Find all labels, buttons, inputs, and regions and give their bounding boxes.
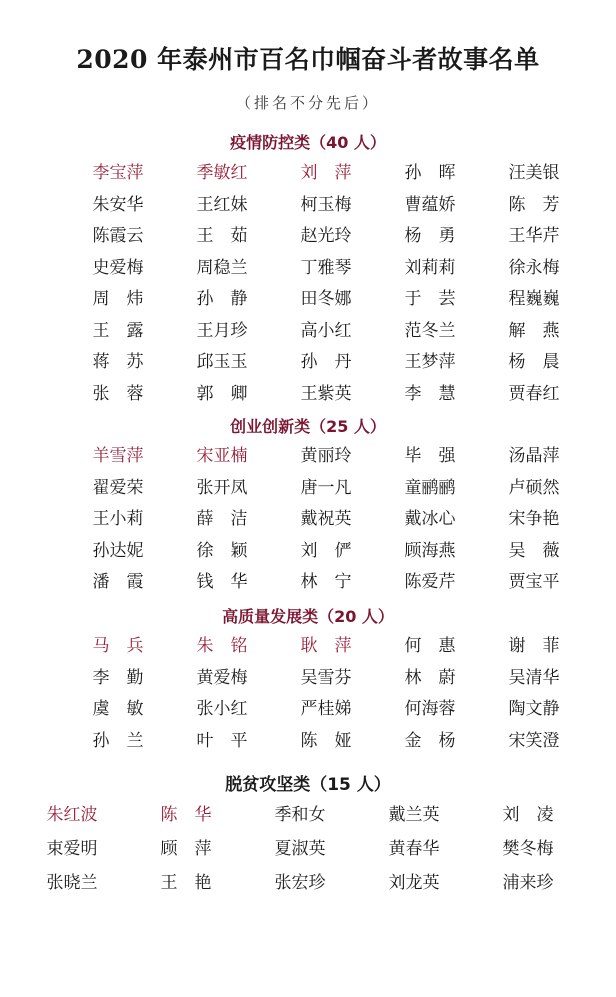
person-name: 孙达妮 bbox=[92, 540, 144, 561]
name-row bbox=[0, 347, 616, 377]
person-name: 邱玉玉 bbox=[196, 352, 248, 372]
person-name: 束爱明 bbox=[46, 839, 98, 859]
category-heading: 创业创新类（25 人） bbox=[230, 417, 386, 436]
person-name: 蒋 苏 bbox=[92, 352, 144, 372]
name-row bbox=[0, 868, 616, 898]
person-name: 孙 兰 bbox=[92, 730, 144, 751]
person-name: 戴兰英 bbox=[388, 805, 440, 825]
name-row bbox=[0, 221, 616, 251]
name-row bbox=[0, 800, 616, 830]
name-row bbox=[0, 726, 616, 756]
person-name: 夏淑英 bbox=[274, 839, 326, 859]
person-name: 何海蓉 bbox=[404, 699, 456, 719]
person-name: 黄爱梅 bbox=[196, 667, 248, 688]
person-name: 李 慧 bbox=[404, 383, 456, 404]
person-name: 程巍巍 bbox=[508, 289, 560, 309]
person-name: 徐永梅 bbox=[508, 257, 560, 278]
person-name: 林 宁 bbox=[300, 572, 352, 592]
name-row bbox=[0, 834, 616, 864]
person-name: 王红妹 bbox=[196, 194, 248, 215]
person-name: 刘莉莉 bbox=[404, 257, 456, 278]
person-name: 黄春华 bbox=[388, 839, 440, 859]
name-row bbox=[0, 316, 616, 346]
person-name: 史爱梅 bbox=[92, 257, 144, 278]
person-name: 徐 颖 bbox=[196, 540, 248, 561]
person-name: 范冬兰 bbox=[404, 320, 456, 341]
person-name: 戴冰心 bbox=[404, 509, 456, 529]
category-heading: 脱贫攻坚类（15 人） bbox=[225, 775, 391, 795]
person-name: 张晓兰 bbox=[46, 873, 98, 893]
person-name: 宋亚楠 bbox=[196, 446, 248, 466]
person-name: 朱红波 bbox=[46, 805, 98, 825]
person-name: 卢硕然 bbox=[508, 477, 560, 498]
person-name: 汪美银 bbox=[508, 163, 560, 183]
name-row bbox=[0, 284, 616, 314]
person-name: 汤晶萍 bbox=[508, 446, 560, 466]
person-name: 顾海燕 bbox=[404, 540, 456, 561]
person-name: 解 燕 bbox=[508, 320, 560, 341]
person-name: 陈霞云 bbox=[92, 226, 144, 246]
name-row bbox=[0, 631, 616, 661]
name-row bbox=[0, 663, 616, 693]
person-name: 林 蔚 bbox=[404, 667, 456, 688]
person-name: 张 蓉 bbox=[92, 383, 144, 404]
person-name: 曹蕴娇 bbox=[404, 194, 456, 215]
person-name: 钱 华 bbox=[196, 572, 248, 592]
person-name: 郭 卿 bbox=[196, 383, 248, 404]
person-name: 顾 萍 bbox=[160, 839, 212, 859]
person-name: 刘 俨 bbox=[300, 540, 352, 561]
person-name: 丁雅琴 bbox=[300, 257, 352, 278]
page-subtitle: （排名不分先后） bbox=[235, 94, 380, 112]
person-name: 贾宝平 bbox=[508, 572, 560, 592]
person-name: 宋笑澄 bbox=[508, 730, 560, 751]
name-row bbox=[0, 190, 616, 220]
person-name: 谢 菲 bbox=[508, 636, 560, 656]
person-name: 金 杨 bbox=[404, 730, 456, 751]
person-name: 周稳兰 bbox=[196, 257, 248, 278]
name-row bbox=[0, 567, 616, 597]
person-name: 虞 敏 bbox=[92, 699, 144, 719]
person-name: 柯玉梅 bbox=[300, 194, 352, 215]
person-name: 戴祝英 bbox=[300, 509, 352, 529]
person-name: 张开凤 bbox=[196, 477, 248, 498]
page-title: 2020 年泰州市百名巾帼奋斗者故事名单 bbox=[76, 45, 540, 74]
name-row bbox=[0, 253, 616, 283]
person-name: 陈爱芹 bbox=[404, 572, 456, 592]
person-name: 潘 霞 bbox=[92, 572, 144, 592]
person-name: 陶文静 bbox=[508, 699, 560, 719]
person-name: 孙 静 bbox=[196, 289, 248, 309]
person-name: 李 勤 bbox=[92, 667, 144, 688]
person-name: 田冬娜 bbox=[300, 289, 352, 309]
person-name: 孙 晖 bbox=[404, 163, 456, 183]
person-name: 贾春红 bbox=[508, 383, 560, 404]
person-name: 王 茹 bbox=[196, 226, 248, 246]
person-name: 杨 晨 bbox=[508, 352, 560, 372]
person-name: 陈 娅 bbox=[300, 730, 352, 751]
person-name: 耿 萍 bbox=[300, 636, 352, 656]
person-name: 吴 薇 bbox=[508, 540, 560, 561]
person-name: 薛 洁 bbox=[196, 509, 248, 529]
name-row bbox=[0, 694, 616, 724]
name-row bbox=[0, 379, 616, 409]
category-heading: 疫情防控类（40 人） bbox=[230, 133, 386, 152]
person-name: 王紫英 bbox=[300, 383, 352, 404]
person-name: 王华芹 bbox=[508, 226, 560, 246]
person-name: 刘 凌 bbox=[502, 805, 554, 825]
person-name: 季敏红 bbox=[196, 163, 248, 183]
name-row bbox=[0, 158, 616, 188]
name-row bbox=[0, 536, 616, 566]
person-name: 童鹂鹂 bbox=[404, 477, 456, 498]
person-name: 王小莉 bbox=[92, 509, 144, 529]
name-row bbox=[0, 473, 616, 503]
person-name: 宋争艳 bbox=[508, 509, 560, 529]
person-name: 朱安华 bbox=[92, 194, 144, 215]
person-name: 李宝萍 bbox=[92, 163, 144, 183]
person-name: 季和女 bbox=[274, 805, 326, 825]
person-name: 黄丽玲 bbox=[300, 446, 352, 466]
person-name: 浦来珍 bbox=[502, 873, 554, 893]
person-name: 毕 强 bbox=[404, 446, 456, 466]
person-name: 马 兵 bbox=[92, 636, 144, 656]
person-name: 吴清华 bbox=[508, 667, 560, 688]
person-name: 王 艳 bbox=[160, 873, 212, 893]
person-name: 王梦萍 bbox=[404, 352, 456, 372]
person-name: 周 炜 bbox=[92, 289, 144, 309]
person-name: 王 露 bbox=[92, 320, 144, 341]
person-name: 朱 铭 bbox=[196, 636, 248, 656]
person-name: 刘龙英 bbox=[388, 873, 440, 893]
name-row bbox=[0, 441, 616, 471]
category-heading: 高质量发展类（20 人） bbox=[222, 607, 394, 626]
person-name: 赵光玲 bbox=[300, 226, 352, 246]
person-name: 张宏珍 bbox=[274, 873, 326, 893]
person-name: 翟爱荣 bbox=[92, 477, 144, 498]
person-name: 于 芸 bbox=[404, 289, 456, 309]
name-row bbox=[0, 504, 616, 534]
person-name: 张小红 bbox=[196, 699, 248, 719]
person-name: 刘 萍 bbox=[300, 163, 352, 183]
person-name: 杨 勇 bbox=[404, 226, 456, 246]
person-name: 樊冬梅 bbox=[502, 839, 554, 859]
person-name: 高小红 bbox=[300, 320, 352, 341]
person-name: 陈 芳 bbox=[508, 194, 560, 215]
person-name: 叶 平 bbox=[196, 730, 248, 751]
person-name: 吴雪芬 bbox=[300, 667, 352, 688]
person-name: 何 惠 bbox=[404, 636, 456, 656]
person-name: 孙 丹 bbox=[300, 352, 352, 372]
person-name: 羊雪萍 bbox=[92, 446, 144, 466]
person-name: 唐一凡 bbox=[300, 477, 352, 498]
person-name: 严桂娣 bbox=[300, 699, 352, 719]
person-name: 王月珍 bbox=[196, 320, 248, 341]
person-name: 陈 华 bbox=[160, 805, 212, 825]
